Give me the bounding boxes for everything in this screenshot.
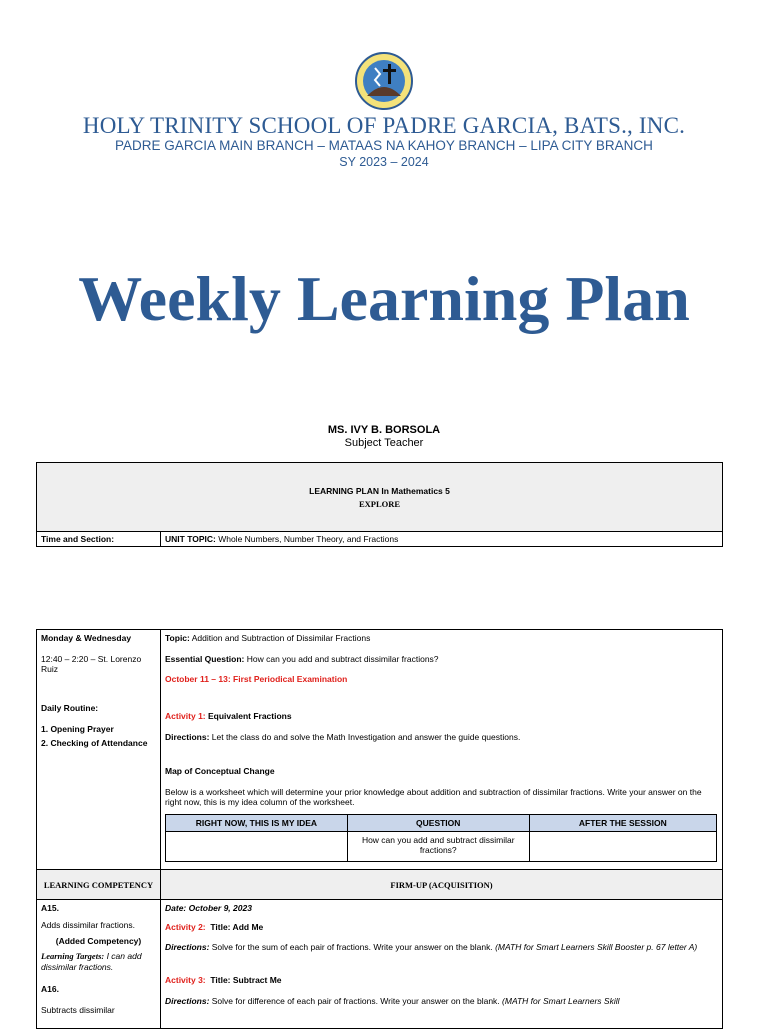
competency-header: LEARNING COMPETENCY bbox=[37, 870, 161, 900]
school-year: SY 2023 – 2024 bbox=[339, 155, 429, 169]
learning-targets-label: Learning Targets: bbox=[41, 950, 105, 961]
activity1-label: Activity 1: bbox=[165, 710, 206, 721]
directions1-line bbox=[165, 732, 718, 743]
school-seal-icon bbox=[355, 52, 413, 110]
directions3-text: Solve for difference of each pair of fractions. Write your answer on the blank. bbox=[209, 995, 503, 1006]
essential-question-value: How can you add and subtract dissimilar fractions? bbox=[244, 653, 439, 664]
activity3-title: Title: Subtract Me bbox=[210, 974, 282, 985]
worksheet-table bbox=[165, 814, 717, 862]
competency-a15-text: Adds dissimilar fractions. bbox=[41, 919, 136, 930]
daily-routine-label: Daily Routine: bbox=[41, 702, 99, 713]
school-name: HOLY TRINITY SCHOOL OF PADRE GARCIA, BATS., INC. bbox=[82, 113, 686, 138]
worksheet-cell-idea[interactable] bbox=[166, 832, 348, 862]
plan-phase: EXPLORE bbox=[358, 498, 401, 509]
plan-info-table bbox=[36, 462, 723, 547]
time-section-label: Time and Section: bbox=[37, 532, 161, 547]
unit-topic-cell bbox=[161, 532, 723, 547]
learning-targets-text: I can add dissimilar fractions. bbox=[41, 950, 142, 972]
firmup-content-cell bbox=[161, 900, 723, 1029]
activity3-line bbox=[165, 975, 718, 986]
page-title: Weekly Learning Plan bbox=[78, 263, 690, 334]
activity1-line bbox=[165, 711, 718, 722]
topic-label: Topic: bbox=[165, 633, 190, 643]
activity2-line bbox=[165, 922, 718, 933]
unit-topic-value: Whole Numbers, Number Theory, and Fractions bbox=[215, 534, 399, 544]
directions3-line bbox=[165, 996, 718, 1007]
activity-date: Date: October 9, 2023 bbox=[165, 903, 252, 913]
topic-value: Addition and Subtraction of Dissimilar Fractions bbox=[189, 633, 371, 643]
firmup-header: FIRM-UP (ACQUISITION) bbox=[161, 870, 723, 900]
activity3-label: Activity 3: bbox=[165, 974, 206, 985]
schedule-days: Monday & Wednesday bbox=[41, 633, 132, 643]
competency-cell bbox=[37, 900, 161, 1029]
school-branches: PADRE GARCIA MAIN BRANCH – MATAAS NA KAHOY BRANCH – LIPA CITY BRANCH bbox=[115, 138, 653, 153]
schedule-time: 12:40 – 2:20 – St. Lorenzo Ruiz bbox=[41, 653, 142, 675]
activity1-title: Equivalent Fractions bbox=[205, 710, 292, 721]
topic-line bbox=[165, 633, 718, 644]
essential-question-label: Essential Question: bbox=[165, 653, 245, 664]
worksheet-cell-after[interactable] bbox=[529, 832, 716, 862]
directions2-label: Directions: bbox=[165, 942, 210, 953]
routine-item-attendance: 2. Checking of Attendance bbox=[41, 738, 148, 749]
directions3-label: Directions: bbox=[165, 995, 210, 1006]
directions1-text: Let the class do and solve the Math Investigation and answer the guide questions. bbox=[209, 731, 521, 742]
map-text: Below is a worksheet which will determine your prior knowledge about addition and subtraction of dissimilar fractions. Write your answer on the right now, this is my idea column of the worksheet. bbox=[165, 786, 702, 808]
competency-a15: A15. bbox=[41, 903, 59, 913]
worksheet-cell-question: How can you add and subtract dissimilar fractions? bbox=[347, 832, 529, 862]
worksheet-header: QUESTION bbox=[347, 815, 529, 832]
competency-a16-text: Subtracts dissimilar bbox=[41, 1004, 115, 1015]
directions2-text: Solve for the sum of each pair of fractions. Write your answer on the blank. bbox=[209, 942, 496, 953]
plan-heading-cell bbox=[37, 463, 723, 532]
learning-targets bbox=[41, 951, 156, 972]
worksheet-header: RIGHT NOW, THIS IS MY IDEA bbox=[166, 815, 348, 832]
directions2-ref: (MATH for Smart Learners Skill Booster p. 67 letter A) bbox=[495, 942, 698, 953]
routine-item-prayer: 1. Opening Prayer bbox=[41, 723, 114, 734]
teacher-name: MS. IVY B. BORSOLA bbox=[327, 424, 441, 436]
directions3-ref: (MATH for Smart Learners Skill bbox=[502, 995, 620, 1006]
teacher-role: Subject Teacher bbox=[344, 437, 424, 449]
added-competency: (Added Competency) bbox=[55, 936, 142, 947]
worksheet-header: AFTER THE SESSION bbox=[529, 815, 716, 832]
competency-a16: A16. bbox=[41, 984, 59, 995]
directions1-label: Directions: bbox=[165, 731, 210, 742]
directions2-line bbox=[165, 942, 718, 953]
explore-content-cell bbox=[161, 630, 723, 870]
exam-note: October 11 – 13: First Periodical Examination bbox=[165, 674, 348, 685]
activity2-label: Activity 2: bbox=[165, 921, 206, 932]
map-title: Map of Conceptual Change bbox=[165, 766, 275, 777]
plan-title: LEARNING PLAN In Mathematics 5 bbox=[309, 485, 450, 496]
weekly-plan-table bbox=[36, 629, 723, 1029]
essential-question-line bbox=[165, 654, 718, 665]
unit-topic-label: UNIT TOPIC: bbox=[165, 534, 216, 544]
schedule-cell bbox=[37, 630, 161, 870]
activity2-title: Title: Add Me bbox=[210, 921, 264, 932]
